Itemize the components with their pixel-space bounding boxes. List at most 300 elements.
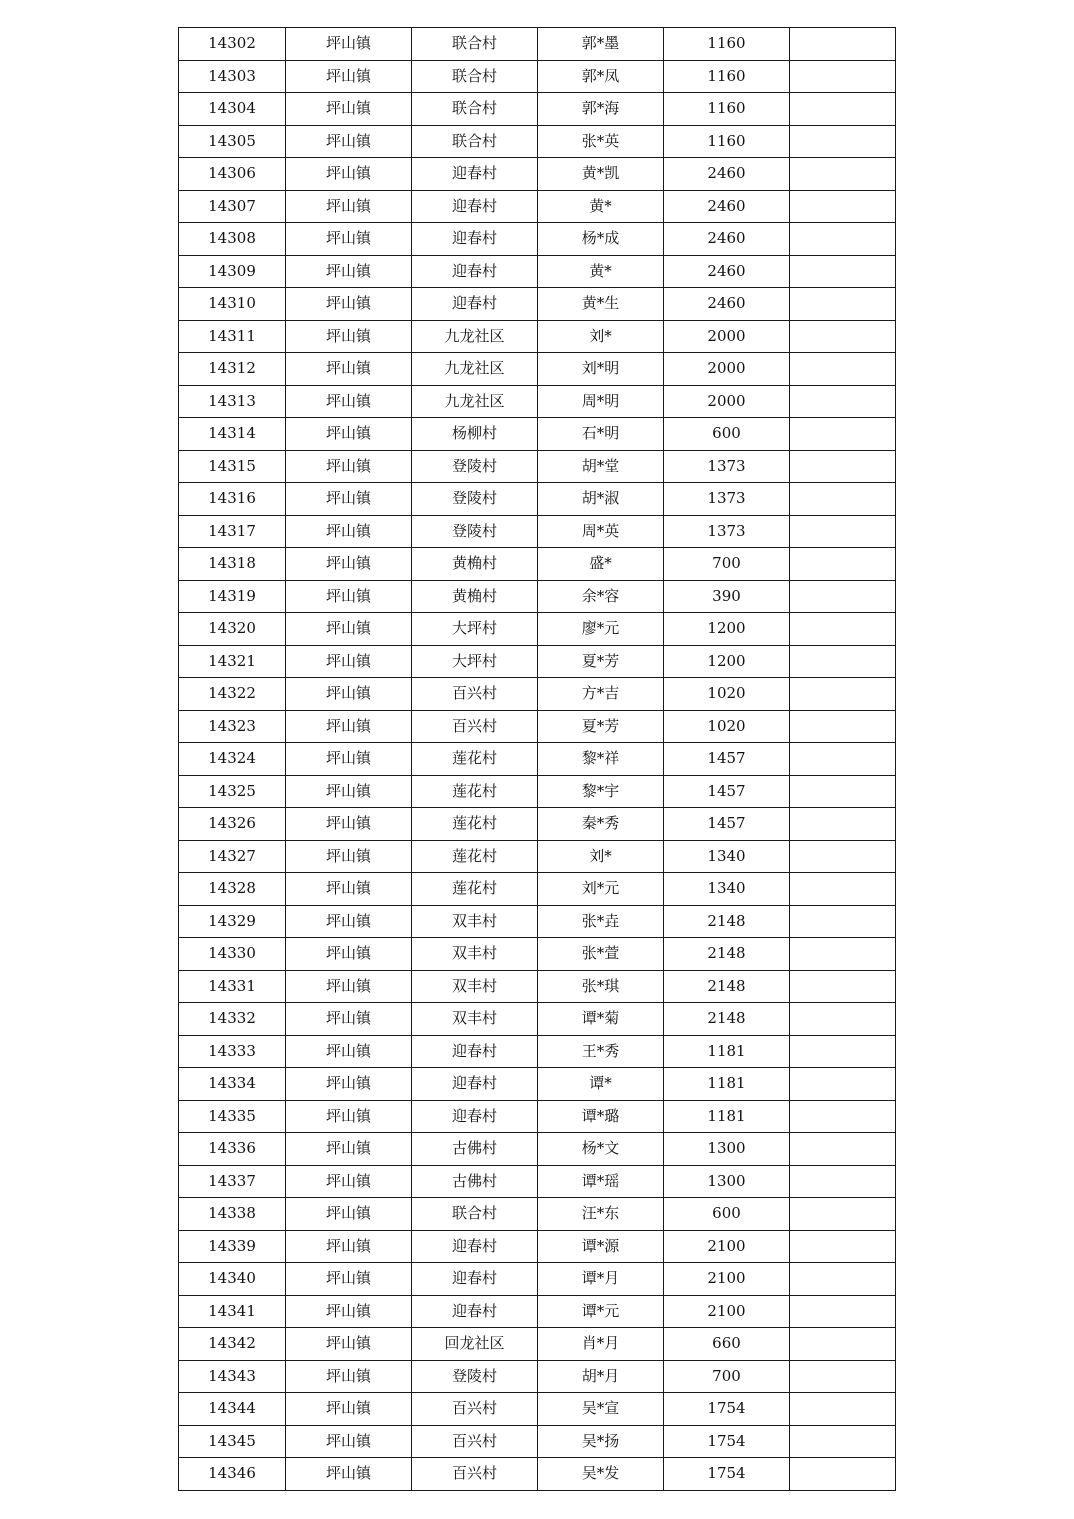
cell-note [790, 613, 896, 646]
table-row [179, 125, 896, 158]
table-row [179, 60, 896, 93]
cell-town: 坪山镇 [286, 873, 412, 906]
cell-note [790, 1458, 896, 1491]
cell-town: 坪山镇 [286, 385, 412, 418]
cell-serial-number: 14346 [179, 1458, 286, 1491]
cell-town: 坪山镇 [286, 515, 412, 548]
cell-amount: 1457 [664, 808, 790, 841]
table-body [179, 28, 896, 1491]
cell-amount: 1373 [664, 515, 790, 548]
cell-amount: 1340 [664, 873, 790, 906]
table-row [179, 288, 896, 321]
cell-note [790, 1198, 896, 1231]
cell-amount: 1754 [664, 1425, 790, 1458]
cell-amount: 1200 [664, 645, 790, 678]
cell-person-name: 杨*文 [538, 1133, 664, 1166]
table-row [179, 548, 896, 581]
cell-village: 大坪村 [412, 613, 538, 646]
cell-town: 坪山镇 [286, 353, 412, 386]
table-row [179, 353, 896, 386]
cell-town: 坪山镇 [286, 190, 412, 223]
cell-person-name: 盛* [538, 548, 664, 581]
cell-village: 登陵村 [412, 1360, 538, 1393]
cell-amount: 1160 [664, 28, 790, 61]
table-row [179, 158, 896, 191]
cell-amount: 1457 [664, 775, 790, 808]
cell-person-name: 周*英 [538, 515, 664, 548]
cell-village: 联合村 [412, 93, 538, 126]
cell-note [790, 1165, 896, 1198]
table-row [179, 580, 896, 613]
cell-village: 登陵村 [412, 483, 538, 516]
cell-person-name: 张*垚 [538, 905, 664, 938]
table-row [179, 255, 896, 288]
cell-serial-number: 14341 [179, 1295, 286, 1328]
cell-serial-number: 14325 [179, 775, 286, 808]
cell-person-name: 谭*菊 [538, 1003, 664, 1036]
table-row [179, 1295, 896, 1328]
cell-note [790, 158, 896, 191]
cell-village: 迎春村 [412, 288, 538, 321]
table-row [179, 1133, 896, 1166]
cell-village: 百兴村 [412, 710, 538, 743]
cell-serial-number: 14334 [179, 1068, 286, 1101]
table-row [179, 1230, 896, 1263]
cell-amount: 1181 [664, 1100, 790, 1133]
cell-village: 登陵村 [412, 515, 538, 548]
cell-person-name: 郭*凤 [538, 60, 664, 93]
cell-village: 莲花村 [412, 873, 538, 906]
cell-note [790, 288, 896, 321]
cell-village: 百兴村 [412, 678, 538, 711]
cell-note [790, 710, 896, 743]
cell-person-name: 肖*月 [538, 1328, 664, 1361]
table-row [179, 1068, 896, 1101]
cell-serial-number: 14337 [179, 1165, 286, 1198]
cell-village: 联合村 [412, 125, 538, 158]
cell-serial-number: 14331 [179, 970, 286, 1003]
cell-amount: 1160 [664, 93, 790, 126]
cell-serial-number: 14323 [179, 710, 286, 743]
cell-person-name: 郭*墨 [538, 28, 664, 61]
cell-note [790, 385, 896, 418]
cell-village: 莲花村 [412, 840, 538, 873]
cell-person-name: 黄* [538, 190, 664, 223]
cell-person-name: 方*吉 [538, 678, 664, 711]
cell-note [790, 905, 896, 938]
cell-person-name: 周*明 [538, 385, 664, 418]
cell-serial-number: 14307 [179, 190, 286, 223]
table-row [179, 873, 896, 906]
cell-serial-number: 14310 [179, 288, 286, 321]
table-row [179, 483, 896, 516]
cell-note [790, 775, 896, 808]
cell-note [790, 938, 896, 971]
cell-note [790, 1328, 896, 1361]
cell-person-name: 谭*月 [538, 1263, 664, 1296]
cell-town: 坪山镇 [286, 775, 412, 808]
cell-village: 黄桷村 [412, 548, 538, 581]
table-row [179, 1393, 896, 1426]
cell-amount: 2000 [664, 385, 790, 418]
cell-person-name: 廖*元 [538, 613, 664, 646]
table-row [179, 1035, 896, 1068]
cell-town: 坪山镇 [286, 1295, 412, 1328]
cell-serial-number: 14303 [179, 60, 286, 93]
cell-serial-number: 14343 [179, 1360, 286, 1393]
cell-person-name: 刘*明 [538, 353, 664, 386]
cell-serial-number: 14340 [179, 1263, 286, 1296]
cell-village: 迎春村 [412, 158, 538, 191]
cell-note [790, 1068, 896, 1101]
cell-person-name: 汪*东 [538, 1198, 664, 1231]
cell-person-name: 张*英 [538, 125, 664, 158]
cell-amount: 2460 [664, 190, 790, 223]
cell-note [790, 1360, 896, 1393]
cell-village: 迎春村 [412, 1230, 538, 1263]
cell-person-name: 余*容 [538, 580, 664, 613]
cell-serial-number: 14316 [179, 483, 286, 516]
table-row [179, 450, 896, 483]
cell-serial-number: 14332 [179, 1003, 286, 1036]
cell-amount: 2460 [664, 288, 790, 321]
cell-amount: 600 [664, 1198, 790, 1231]
cell-note [790, 1035, 896, 1068]
cell-person-name: 胡*堂 [538, 450, 664, 483]
cell-amount: 700 [664, 548, 790, 581]
cell-village: 迎春村 [412, 1035, 538, 1068]
cell-village: 迎春村 [412, 255, 538, 288]
cell-note [790, 515, 896, 548]
cell-note [790, 320, 896, 353]
cell-note [790, 808, 896, 841]
cell-amount: 1160 [664, 125, 790, 158]
subsidy-roster-table [178, 27, 896, 1491]
cell-note [790, 873, 896, 906]
cell-serial-number: 14326 [179, 808, 286, 841]
table-row [179, 938, 896, 971]
cell-village: 百兴村 [412, 1458, 538, 1491]
cell-amount: 1300 [664, 1165, 790, 1198]
cell-village: 百兴村 [412, 1425, 538, 1458]
table-row [179, 1425, 896, 1458]
cell-serial-number: 14318 [179, 548, 286, 581]
cell-person-name: 胡*月 [538, 1360, 664, 1393]
cell-serial-number: 14344 [179, 1393, 286, 1426]
cell-note [790, 548, 896, 581]
cell-amount: 2460 [664, 158, 790, 191]
cell-town: 坪山镇 [286, 483, 412, 516]
cell-note [790, 93, 896, 126]
cell-note [790, 1003, 896, 1036]
cell-town: 坪山镇 [286, 1425, 412, 1458]
cell-amount: 2148 [664, 938, 790, 971]
cell-village: 联合村 [412, 60, 538, 93]
cell-town: 坪山镇 [286, 645, 412, 678]
cell-serial-number: 14330 [179, 938, 286, 971]
cell-person-name: 夏*芳 [538, 710, 664, 743]
cell-serial-number: 14309 [179, 255, 286, 288]
table-row [179, 743, 896, 776]
cell-village: 迎春村 [412, 1263, 538, 1296]
cell-person-name: 黎*宇 [538, 775, 664, 808]
cell-note [790, 353, 896, 386]
cell-person-name: 吴*发 [538, 1458, 664, 1491]
cell-amount: 660 [664, 1328, 790, 1361]
cell-village: 迎春村 [412, 1100, 538, 1133]
table-row [179, 840, 896, 873]
cell-village: 百兴村 [412, 1393, 538, 1426]
cell-serial-number: 14314 [179, 418, 286, 451]
cell-person-name: 夏*芳 [538, 645, 664, 678]
cell-amount: 1457 [664, 743, 790, 776]
cell-serial-number: 14335 [179, 1100, 286, 1133]
cell-town: 坪山镇 [286, 125, 412, 158]
cell-note [790, 483, 896, 516]
cell-person-name: 张*萱 [538, 938, 664, 971]
table-row [179, 613, 896, 646]
cell-amount: 1200 [664, 613, 790, 646]
cell-serial-number: 14308 [179, 223, 286, 256]
cell-person-name: 谭*瑶 [538, 1165, 664, 1198]
cell-person-name: 黄*生 [538, 288, 664, 321]
cell-town: 坪山镇 [286, 158, 412, 191]
cell-village: 杨柳村 [412, 418, 538, 451]
cell-amount: 1181 [664, 1068, 790, 1101]
cell-village: 迎春村 [412, 223, 538, 256]
cell-town: 坪山镇 [286, 840, 412, 873]
cell-serial-number: 14302 [179, 28, 286, 61]
cell-note [790, 1295, 896, 1328]
cell-amount: 2000 [664, 320, 790, 353]
cell-town: 坪山镇 [286, 255, 412, 288]
cell-person-name: 吴*宣 [538, 1393, 664, 1426]
cell-amount: 1181 [664, 1035, 790, 1068]
cell-person-name: 杨*成 [538, 223, 664, 256]
cell-serial-number: 14339 [179, 1230, 286, 1263]
cell-person-name: 谭* [538, 1068, 664, 1101]
cell-town: 坪山镇 [286, 1003, 412, 1036]
cell-note [790, 678, 896, 711]
cell-town: 坪山镇 [286, 1198, 412, 1231]
cell-town: 坪山镇 [286, 548, 412, 581]
cell-town: 坪山镇 [286, 1133, 412, 1166]
cell-town: 坪山镇 [286, 1360, 412, 1393]
cell-person-name: 刘*元 [538, 873, 664, 906]
cell-amount: 700 [664, 1360, 790, 1393]
cell-town: 坪山镇 [286, 1328, 412, 1361]
cell-amount: 1373 [664, 450, 790, 483]
cell-village: 迎春村 [412, 1295, 538, 1328]
cell-town: 坪山镇 [286, 905, 412, 938]
cell-serial-number: 14315 [179, 450, 286, 483]
cell-village: 古佛村 [412, 1133, 538, 1166]
cell-note [790, 1393, 896, 1426]
cell-amount: 2000 [664, 353, 790, 386]
cell-note [790, 450, 896, 483]
cell-amount: 2148 [664, 1003, 790, 1036]
cell-serial-number: 14317 [179, 515, 286, 548]
cell-amount: 1340 [664, 840, 790, 873]
cell-amount: 600 [664, 418, 790, 451]
cell-town: 坪山镇 [286, 743, 412, 776]
cell-town: 坪山镇 [286, 938, 412, 971]
cell-person-name: 黎*祥 [538, 743, 664, 776]
cell-note [790, 1230, 896, 1263]
table-row [179, 385, 896, 418]
table-row [179, 1360, 896, 1393]
cell-amount: 1754 [664, 1393, 790, 1426]
cell-note [790, 1425, 896, 1458]
cell-village: 双丰村 [412, 905, 538, 938]
cell-person-name: 张*琪 [538, 970, 664, 1003]
cell-serial-number: 14322 [179, 678, 286, 711]
cell-town: 坪山镇 [286, 808, 412, 841]
cell-town: 坪山镇 [286, 1458, 412, 1491]
cell-note [790, 645, 896, 678]
table-row [179, 808, 896, 841]
cell-village: 联合村 [412, 28, 538, 61]
cell-town: 坪山镇 [286, 1230, 412, 1263]
cell-amount: 2148 [664, 970, 790, 1003]
cell-amount: 2100 [664, 1263, 790, 1296]
cell-serial-number: 14328 [179, 873, 286, 906]
table-row [179, 1003, 896, 1036]
cell-person-name: 刘* [538, 320, 664, 353]
cell-village: 迎春村 [412, 190, 538, 223]
cell-person-name: 谭*源 [538, 1230, 664, 1263]
cell-note [790, 28, 896, 61]
table-row [179, 1198, 896, 1231]
cell-person-name: 黄*凯 [538, 158, 664, 191]
cell-serial-number: 14312 [179, 353, 286, 386]
cell-town: 坪山镇 [286, 1068, 412, 1101]
cell-note [790, 255, 896, 288]
cell-town: 坪山镇 [286, 1165, 412, 1198]
cell-person-name: 谭*璐 [538, 1100, 664, 1133]
cell-serial-number: 14336 [179, 1133, 286, 1166]
table-row [179, 678, 896, 711]
table-row [179, 1165, 896, 1198]
cell-amount: 2100 [664, 1295, 790, 1328]
cell-amount: 390 [664, 580, 790, 613]
cell-village: 莲花村 [412, 808, 538, 841]
cell-town: 坪山镇 [286, 1263, 412, 1296]
table-row [179, 515, 896, 548]
table-row [179, 1263, 896, 1296]
cell-village: 大坪村 [412, 645, 538, 678]
table-row [179, 710, 896, 743]
cell-serial-number: 14321 [179, 645, 286, 678]
cell-person-name: 吴*扬 [538, 1425, 664, 1458]
cell-note [790, 1133, 896, 1166]
table-row [179, 223, 896, 256]
cell-village: 九龙社区 [412, 353, 538, 386]
cell-village: 联合村 [412, 1198, 538, 1231]
cell-serial-number: 14342 [179, 1328, 286, 1361]
cell-town: 坪山镇 [286, 1035, 412, 1068]
table-row [179, 93, 896, 126]
cell-note [790, 1100, 896, 1133]
cell-town: 坪山镇 [286, 450, 412, 483]
table-row [179, 1458, 896, 1491]
cell-amount: 1160 [664, 60, 790, 93]
cell-town: 坪山镇 [286, 710, 412, 743]
table-row [179, 1100, 896, 1133]
cell-town: 坪山镇 [286, 678, 412, 711]
cell-town: 坪山镇 [286, 28, 412, 61]
cell-village: 双丰村 [412, 1003, 538, 1036]
cell-serial-number: 14327 [179, 840, 286, 873]
table-row [179, 645, 896, 678]
cell-village: 莲花村 [412, 775, 538, 808]
cell-person-name: 刘* [538, 840, 664, 873]
cell-serial-number: 14329 [179, 905, 286, 938]
cell-town: 坪山镇 [286, 320, 412, 353]
cell-note [790, 223, 896, 256]
cell-village: 九龙社区 [412, 385, 538, 418]
cell-note [790, 840, 896, 873]
cell-note [790, 743, 896, 776]
table-row [179, 1328, 896, 1361]
cell-serial-number: 14313 [179, 385, 286, 418]
cell-person-name: 王*秀 [538, 1035, 664, 1068]
table-row [179, 190, 896, 223]
cell-person-name: 秦*秀 [538, 808, 664, 841]
cell-town: 坪山镇 [286, 970, 412, 1003]
cell-amount: 1300 [664, 1133, 790, 1166]
cell-village: 莲花村 [412, 743, 538, 776]
cell-note [790, 125, 896, 158]
cell-person-name: 黄* [538, 255, 664, 288]
cell-village: 黄桷村 [412, 580, 538, 613]
table-row [179, 28, 896, 61]
cell-person-name: 郭*海 [538, 93, 664, 126]
cell-village: 九龙社区 [412, 320, 538, 353]
cell-person-name: 谭*元 [538, 1295, 664, 1328]
cell-note [790, 418, 896, 451]
cell-town: 坪山镇 [286, 1100, 412, 1133]
table-row [179, 418, 896, 451]
cell-note [790, 190, 896, 223]
cell-town: 坪山镇 [286, 223, 412, 256]
cell-village: 登陵村 [412, 450, 538, 483]
cell-village: 双丰村 [412, 938, 538, 971]
cell-serial-number: 14306 [179, 158, 286, 191]
cell-amount: 2148 [664, 905, 790, 938]
cell-note [790, 970, 896, 1003]
cell-village: 双丰村 [412, 970, 538, 1003]
cell-amount: 2460 [664, 223, 790, 256]
cell-town: 坪山镇 [286, 1393, 412, 1426]
cell-amount: 1373 [664, 483, 790, 516]
cell-person-name: 石*明 [538, 418, 664, 451]
cell-note [790, 580, 896, 613]
cell-town: 坪山镇 [286, 93, 412, 126]
cell-note [790, 60, 896, 93]
cell-serial-number: 14345 [179, 1425, 286, 1458]
cell-amount: 1754 [664, 1458, 790, 1491]
cell-amount: 2100 [664, 1230, 790, 1263]
cell-serial-number: 14304 [179, 93, 286, 126]
table-row [179, 320, 896, 353]
cell-serial-number: 14311 [179, 320, 286, 353]
cell-note [790, 1263, 896, 1296]
cell-serial-number: 14324 [179, 743, 286, 776]
cell-serial-number: 14319 [179, 580, 286, 613]
cell-person-name: 胡*淑 [538, 483, 664, 516]
cell-amount: 1020 [664, 678, 790, 711]
